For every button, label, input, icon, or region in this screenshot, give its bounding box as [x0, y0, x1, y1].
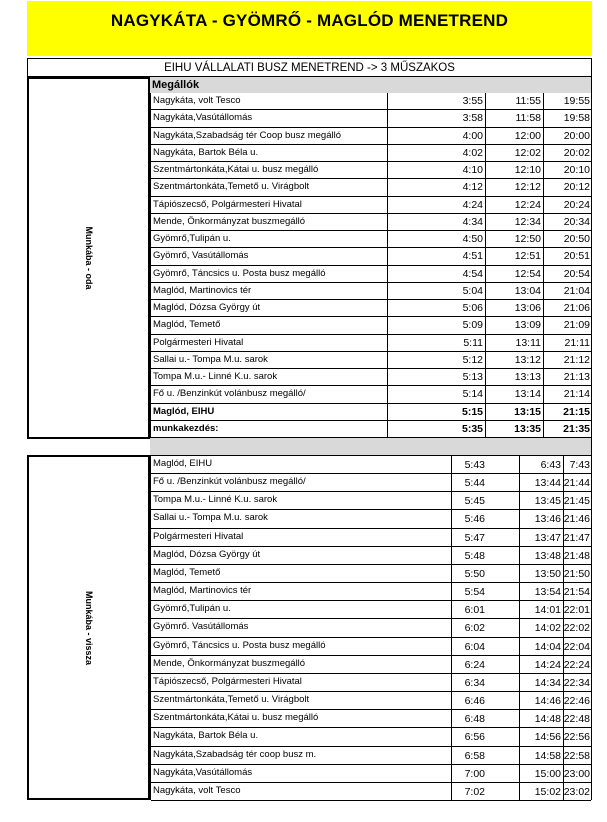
departure-time: 12:34: [514, 215, 541, 228]
departure-time: 4:00: [462, 129, 483, 142]
departure-time: 7:02: [464, 785, 485, 798]
departure-time: 14:24: [534, 658, 561, 671]
departure-time: 5:47: [464, 531, 485, 544]
stop-name: Gyömrő. Vasútállomás: [153, 621, 249, 633]
departure-time: 22:48: [563, 713, 590, 726]
departure-time: 12:12: [514, 181, 541, 194]
page-subtitle: EIHU VÁLLALATI BUSZ MENETREND -> 3 MŰSZAKOS: [27, 58, 592, 77]
departure-time: 4:24: [462, 198, 483, 211]
stop-name: Nagykáta,Szabadság tér Coop busz megálló: [153, 129, 342, 141]
stop-name: Maglód, Temető: [153, 566, 221, 578]
stop-name: Nagykáta, volt Tesco: [153, 784, 241, 796]
stop-name: Gyömrő, Táncsics u. Posta busz megálló: [153, 267, 326, 279]
departure-time: 6:58: [464, 749, 485, 762]
departure-time: 22:02: [563, 622, 590, 635]
table-row: [151, 248, 591, 265]
outbound-section-label: [27, 77, 150, 439]
departure-time: 6:01: [464, 604, 485, 617]
departure-time: 13:12: [514, 353, 541, 366]
departure-time: 13:44: [534, 477, 561, 490]
stop-name: Nagykáta,Vasútállomás: [153, 112, 253, 124]
departure-time: 13:47: [534, 531, 561, 544]
table-row: [151, 765, 591, 783]
departure-time: 22:56: [563, 731, 590, 744]
stop-name: Szentmártonkáta,Kátai u. busz megálló: [153, 164, 319, 175]
table-row: [151, 386, 591, 403]
table-row: [151, 547, 591, 565]
table-row: [151, 492, 591, 510]
departure-time: 6:56: [464, 731, 485, 744]
departure-time: 6:48: [464, 713, 485, 726]
stop-name: Maglód, Temető: [153, 319, 221, 331]
return-label: Munkába - vissza: [83, 590, 94, 665]
table-row: [151, 197, 591, 214]
stops-header: Megállók: [150, 77, 592, 93]
departure-time: 6:34: [464, 676, 485, 689]
departure-time: 22:24: [563, 658, 590, 671]
stop-name: Maglód, EIHU: [153, 405, 215, 417]
stop-name: Maglód, Martinovics tér: [153, 284, 252, 296]
departure-time: 21:11: [564, 336, 590, 349]
stop-name: munkakezdés:: [153, 422, 219, 434]
departure-time: 13:13: [514, 371, 541, 383]
departure-time: 7:00: [464, 767, 485, 780]
departure-time: 19:55: [563, 95, 590, 107]
departure-time: 13:54: [534, 586, 561, 599]
section-separator: [150, 438, 592, 455]
stop-name: Gyömrő,Tulipán u.: [153, 603, 231, 615]
stop-name: Maglód, Martinovics tér: [153, 585, 252, 597]
departure-time: 21:46: [563, 513, 590, 526]
departure-time: 14:01: [534, 604, 561, 617]
departure-time: 5:44: [464, 477, 485, 490]
table-row: [151, 747, 591, 765]
table-row: [151, 335, 591, 352]
table-row: [151, 162, 591, 179]
departure-time: 7:43: [569, 459, 590, 471]
table-row: [151, 266, 591, 283]
table-row: [151, 619, 591, 637]
table-row: [151, 529, 591, 547]
departure-time: 5:50: [464, 567, 485, 580]
departure-time: 21:45: [563, 495, 590, 508]
departure-time: 13:46: [534, 513, 561, 526]
table-row: [151, 583, 591, 601]
table-row: [151, 283, 591, 300]
table-row: [151, 110, 591, 127]
departure-time: 20:54: [563, 267, 590, 280]
departure-time: 12:02: [514, 146, 541, 159]
table-row: [151, 783, 591, 801]
table-row: [151, 231, 591, 248]
departure-time: 14:34: [534, 676, 561, 689]
departure-time: 20:12: [563, 181, 590, 194]
departure-time: 21:15: [563, 405, 590, 418]
departure-time: 6:02: [464, 622, 485, 635]
departure-time: 14:04: [534, 640, 561, 653]
departure-time: 5:43: [464, 459, 485, 471]
stop-name: Nagykáta, volt Tesco: [153, 95, 241, 106]
departure-time: 6:43: [540, 459, 561, 471]
departure-time: 6:04: [464, 640, 485, 653]
departure-time: 14:48: [534, 713, 561, 726]
departure-time: 21:06: [563, 302, 590, 314]
table-row: [151, 214, 591, 231]
departure-time: 13:06: [514, 302, 541, 314]
table-row: [151, 565, 591, 583]
departure-time: 4:10: [462, 164, 483, 176]
departure-time: 22:46: [563, 695, 590, 708]
table-row: [151, 601, 591, 619]
departure-time: 5:35: [461, 422, 483, 435]
table-row: [151, 93, 591, 110]
departure-time: 5:06: [462, 302, 483, 314]
stop-name: Gyömrő,Tulipán u.: [153, 233, 231, 244]
departure-time: 12:54: [514, 267, 541, 280]
departure-time: 13:35: [514, 422, 541, 435]
departure-time: 12:50: [514, 233, 541, 245]
departure-time: 4:02: [462, 146, 483, 159]
table-row: [151, 369, 591, 386]
stop-name: Nagykáta, Bartok Béla u.: [153, 146, 259, 158]
departure-time: 22:04: [563, 640, 590, 653]
departure-time: 5:46: [464, 513, 485, 526]
table-row: [151, 656, 591, 674]
departure-time: 12:00: [514, 129, 541, 142]
table-row: [151, 128, 591, 145]
departure-time: 5:48: [464, 549, 485, 562]
stop-name: Maglód, Dózsa György út: [153, 302, 261, 313]
table-row: [151, 510, 591, 528]
departure-time: 4:12: [462, 181, 483, 194]
departure-time: 6:46: [464, 695, 485, 708]
table-row: [151, 421, 591, 438]
stop-name: Szentmártonkáta,Temető u. Virágbolt: [153, 694, 310, 706]
table-row: [151, 404, 591, 421]
departure-time: 13:04: [514, 284, 541, 297]
departure-time: 22:58: [563, 749, 590, 762]
stop-name: Gyömrő, Vasútállomás: [153, 250, 249, 262]
table-row: [151, 674, 591, 692]
departure-time: 19:58: [563, 112, 590, 125]
departure-time: 23:02: [563, 785, 590, 798]
departure-time: 13:11: [515, 336, 541, 349]
departure-time: 20:50: [563, 233, 590, 245]
return-table: [150, 455, 592, 800]
departure-time: 13:45: [534, 495, 561, 508]
departure-time: 5:12: [462, 353, 483, 366]
departure-time: 14:58: [534, 749, 561, 762]
stop-name: Maglód, EIHU: [153, 458, 213, 469]
table-row: [151, 179, 591, 196]
departure-time: 20:00: [563, 129, 590, 142]
departure-time: 5:45: [464, 495, 485, 508]
departure-time: 13:14: [514, 388, 541, 401]
table-row: [151, 710, 591, 728]
departure-time: 21:12: [563, 353, 590, 366]
table-row: [151, 300, 591, 317]
table-row: [151, 456, 591, 474]
table-row: [151, 145, 591, 162]
table-row: [151, 728, 591, 746]
departure-time: 21:50: [563, 567, 590, 580]
departure-time: 21:35: [563, 422, 590, 435]
departure-time: 12:51: [514, 250, 541, 263]
departure-time: 11:55: [515, 95, 541, 107]
departure-time: 5:15: [461, 405, 483, 418]
stop-name: Tompa M.u.- Linné K.u. sarok: [153, 371, 278, 382]
departure-time: 5:13: [462, 371, 483, 383]
departure-time: 5:11: [463, 336, 483, 349]
departure-time: 12:10: [514, 164, 541, 176]
stop-name: Polgármesteri Hivatal: [153, 530, 244, 542]
departure-time: 21:14: [563, 388, 590, 401]
departure-time: 21:04: [563, 284, 590, 297]
departure-time: 22:01: [563, 604, 590, 617]
departure-time: 4:50: [462, 233, 483, 245]
departure-time: 14:56: [534, 731, 561, 744]
departure-time: 23:00: [563, 767, 590, 780]
outbound-table: [150, 93, 592, 438]
departure-time: 14:46: [534, 695, 561, 708]
table-row: [151, 474, 591, 492]
stop-name: Mende, Önkormányzat buszmegálló: [153, 657, 306, 669]
departure-time: 14:02: [534, 622, 561, 635]
stop-name: Nagykáta, Bartok Béla u.: [153, 730, 259, 742]
departure-time: 5:14: [462, 388, 483, 401]
departure-time: 20:34: [563, 215, 590, 228]
departure-time: 3:58: [462, 112, 483, 125]
departure-time: 21:44: [563, 477, 590, 490]
page-title: NAGYKÁTA - GYÖMRŐ - MAGLÓD MENETREND: [27, 1, 592, 56]
stop-name: Szentmártonkáta,Kátai u. busz megálló: [153, 712, 319, 724]
stop-name: Tompa M.u.- Linné K.u. sarok: [153, 494, 278, 506]
departure-time: 11:58: [515, 112, 541, 125]
departure-time: 20:24: [563, 198, 590, 211]
table-row: [151, 352, 591, 369]
table-row: [151, 638, 591, 656]
departure-time: 13:09: [514, 319, 541, 332]
stop-name: Szentmártonkáta,Temető u. Virágbolt: [153, 181, 310, 193]
departure-time: 15:02: [534, 785, 561, 798]
departure-time: 13:15: [514, 405, 541, 418]
departure-time: 4:54: [462, 267, 483, 280]
stop-name: Tápiószecső, Polgármesteri Hivatal: [153, 198, 302, 210]
departure-time: 13:50: [534, 567, 561, 580]
stop-name: Nagykáta,Vasútállomás: [153, 766, 253, 778]
departure-time: 15:00: [534, 767, 561, 780]
stop-name: Fő u. /Benzinkút volánbusz megálló/: [153, 476, 306, 488]
table-row: [151, 317, 591, 334]
departure-time: 21:54: [563, 586, 590, 599]
stop-name: Gyömrő, Táncsics u. Posta busz megálló: [153, 639, 326, 651]
departure-time: 21:48: [563, 549, 590, 562]
departure-time: 12:24: [514, 198, 541, 211]
departure-time: 5:54: [464, 586, 485, 599]
return-section-label: [27, 455, 150, 800]
departure-time: 5:09: [462, 319, 483, 332]
departure-time: 20:10: [563, 164, 590, 176]
stop-name: Polgármesteri Hivatal: [153, 336, 244, 348]
stop-name: Mende, Önkormányzat buszmegálló: [153, 215, 306, 227]
stop-name: Tápiószecső, Polgármesteri Hivatal: [153, 675, 302, 687]
departure-time: 20:02: [563, 146, 590, 159]
departure-time: 21:13: [563, 371, 590, 383]
departure-time: 22:34: [563, 676, 590, 689]
departure-time: 21:09: [563, 319, 590, 332]
departure-time: 20:51: [563, 250, 590, 263]
stop-name: Maglód, Dózsa György út: [153, 548, 261, 560]
stop-name: Sallai u.- Tompa M.u. sarok: [153, 353, 268, 365]
departure-time: 4:51: [462, 250, 483, 263]
departure-time: 4:34: [462, 215, 483, 228]
departure-time: 21:47: [563, 531, 590, 544]
table-row: [151, 692, 591, 710]
departure-time: 13:48: [534, 549, 561, 562]
departure-time: 3:55: [462, 95, 483, 107]
stop-name: Fő u. /Benzinkút volánbusz megálló/: [153, 388, 306, 400]
departure-time: 5:04: [462, 284, 483, 297]
departure-time: 6:24: [464, 658, 485, 671]
stop-name: Nagykáta,Szabadság tér coop busz m.: [153, 748, 317, 760]
stop-name: Sallai u.- Tompa M.u. sarok: [153, 512, 268, 524]
outbound-label: Munkába - oda: [83, 226, 94, 290]
